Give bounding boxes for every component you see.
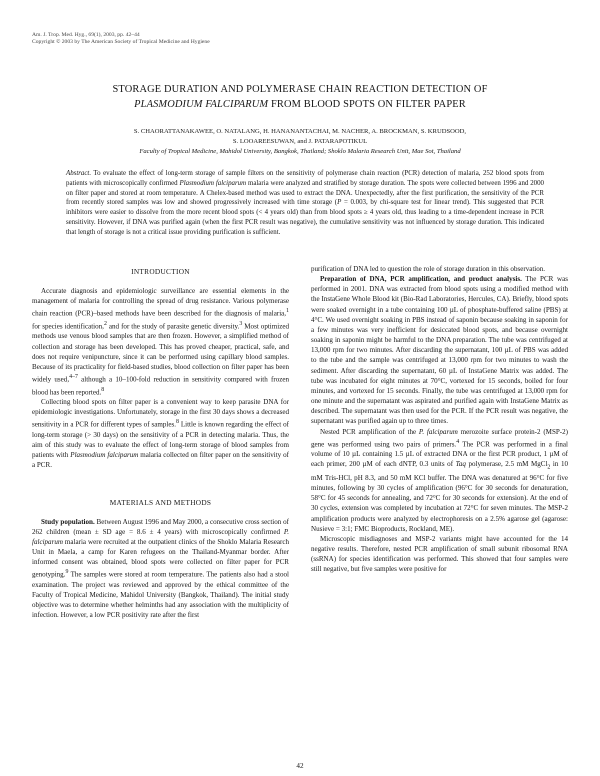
- dna-preparation-label: Preparation of DNA, PCR amplification, and product analysis.: [320, 275, 522, 284]
- author-line-1: S. CHAORATTANAKAWEE, O. NATALANG, H. HANANANTACHAI, M. NACHER, A. BROCKMAN, S. KRUDSOOD,: [133, 128, 467, 135]
- introduction-heading: INTRODUCTION: [131, 267, 190, 276]
- left-column: [32, 264, 289, 621]
- affiliation: Faculty of Tropical Medicine, Mahidol University, Bangkok, Thailand; Shoklo Malaria Research Unit, Mae Sot, Thailand: [139, 148, 461, 155]
- page-number: 42: [296, 762, 304, 770]
- journal-header: [32, 32, 332, 47]
- title-species: PLASMODIUM FALCIPARUM: [134, 98, 269, 110]
- author-block: [30, 127, 570, 157]
- right-column: [311, 264, 568, 574]
- abstract: Abstract. To evaluate the effect of long-term storage of sample filters on the sensitivity of polymerase chain reaction (PCR) detection of malaria, 252 blood spots from patients with microscopically confirmed Plasmodium falciparum malaria were analyzed and stratified by storage duration. The spots were collected between 1996 and 2000 on filter paper and stored at room temperature. A Chelex-based method was used to extract the DNA. Unexpectedly, after the first purification, the sensitivity of the PCR from recently stored samples was low and showed progressively increased with time storage (P = 0.003, by chi-square test for linear trend). This suggested that PCR inhibitors were easier to dissolve from the more recent blood spots (< 4 years old) than from blood spots ≥ 4 years old, thus leading to a time-dependent increase in PCR sensitivity. However, if DNA was purified again (when the first PCR result was negative), the cumulative sensitivity was not influenced by storage duration. This indicated that length of storage is not a critical issue providing purification is sufficient.: [66, 170, 544, 236]
- title-line-2: PLASMODIUM FALCIPARUM FROM BLOOD SPOTS ON FILTER PAPER: [134, 98, 466, 110]
- misdiagnoses-paragraph: Microscopic misdiagnoses and MSP-2 variants might have accounted for the 14 negative results. Therefore, nested PCR amplification of small subunit ribosomal RNA (ssRNA) for species identification was performed. This showed that four samples were still negative, but five samples were positive for: [311, 534, 568, 574]
- intro-paragraph-1: Accurate diagnosis and epidemiologic surveillance are essential elements in the management of malaria for controlling the spread of drug resistance. Various polymerase chain reaction (PCR)–based methods have been described for the diagnosis of malaria,$^1$ for species identification,$^2$ and for the study of parasite genetic diversity.$^3$ Most optimized methods use venous blood samples that are then frozen. However, a simplified method of collection and storage has been developed. This has proved cheaper, practical, safe, and does not require venipuncture, since it can be performed using capillary blood samples. Because of its practicality for field-based studies, blood collection on filter paper has been widely used,$^{4-7}$ although a 10–100-fold reduction in sensitivity compared with frozen blood has been reported.$^8$: [32, 287, 289, 396]
- title-line-1: STORAGE DURATION AND POLYMERASE CHAIN REACTION DETECTION OF: [112, 84, 488, 95]
- abstract-label: Abstract.: [66, 170, 92, 177]
- dna-preparation-paragraph: Preparation of DNA, PCR amplification, and product analysis. The PCR was performed in 2001. DNA was extracted from blood spots using a modified method with the InstaGene Whole Blood kit (Bio-Rad Laboratories, Hercules, CA). Briefly, blood spots were soaked overnight in a tube containing 100 µL of phosphate-buffered saline (PBS) at 4°C. We used overnight soaking in PBS instead of saponin because soaking in saponin for a few minutes was very inefficient for desiccated blood spots, and because overnight soaking in saponin might be harmful to the DNA preparation. The tube was centrifuged at 13,000 rpm for two minutes. After discarding the supernatant, 100 µL of PBS was added to the tube and the sample was centrifuged at 13,000 rpm for two minutes to wash the sediment. After discarding the supernatant, 60 µL of InstaGene Matrix was added. The tube was incubated for eight minutes at 70°C, vortexed for 15 seconds, boiled for four minutes, and vortexed for 15 seconds. Finally, the tube was centrifuged at 13,000 rpm for one minute and the supernatant was aspirated and purified again with InstaGene Matrix as described. The supernatant was then used for the PCR. If the PCR result was negative, the supernatant was purified again up to three times.: [311, 275, 568, 426]
- intro-paragraph-2: Collecting blood spots on filter paper is a convenient way to keep parasite DNA for epidemiologic investigations. Unfortunately, storage in the first 30 days shows a decreased sensitivity in a PCR for different types of samples.$^8$ Little is known regarding the effect of long-term storage (> 30 days) on the sensitivity of a PCR in detecting malaria. Thus, the aim of this study was to evaluate the effect of long-term storage of blood samples from patients with Plasmodium falciparum malaria collected on filter paper on the sensitivity of a PCR.: [32, 398, 289, 470]
- methods-heading: MATERIALS AND METHODS: [109, 497, 212, 507]
- methods-paragraph-1: Study population. Between August 1996 and May 2000, a consecutive cross section of 262 children (mean ± SD age = 8.6 ± 4 years) with microscopically confirmed P. falciparum malaria were recruited at the outpatient clinics of the Shoklo Malaria Research Unit in Maela, a camp for Karen refugees on the Thailand-Myanmar border. After informed consent was obtained, blood spots were collected on filter paper for PCR genotyping.$^9$ The samples were stored at room temperature. The patients also had a stool examination. The project was reviewed and approved by the ethical committee of the Faculty of Tropical Medicine, Mahidol University (Bangkok, Thailand). The initial study objective was to determine whether helminths had any association with the multiplicity of infection. However, a low PCR positivity rate after the first: [32, 517, 289, 620]
- article-title: [40, 83, 560, 112]
- author-line-2: S. LOOAREESUWAN, and J. PATARAPOTIKUL: [232, 138, 368, 145]
- journal-citation: Am. J. Trop. Med. Hyg., 69(1), 2003, pp. 42–44: [32, 32, 140, 38]
- nested-pcr-paragraph: Nested PCR amplification of the P. falciparum merozoite surface protein-2 (MSP-2) gene was performed using two pairs of primers.$^4$ The PCR was performed in a final volume of 10 µL containing 1.5 µL of extracted DNA or the first PCR product, 1 µM of each primer, 200 µM of each dNTP, 0.3 units of Taq polymerase, 2.5 mM MgCl$_2$ in 10 mM Tris-HCl, pH 8.3, and 50 mM KCl buffer. The DNA was denatured at 96°C for five minutes, following by 30 cycles of amplification (96°C for 30 seconds for denaturation, 58°C for 45 seconds for annealing, and 72°C for 30 seconds for extension). At the end of 30 cycles, extension was completed by incubation at 72°C for seven minutes. The MSP-2 amplification products were analyzed by electrophoresis on a 2.5% agarose gel (agarose: Nusieve = 3:1; FMC Bioproducts, Rockland, ME).: [311, 427, 569, 533]
- methods-paragraph-continued: purification of DNA led to question the role of storage duration in this observation.: [311, 265, 546, 273]
- copyright-line: Copyright © 2003 by The American Society of Tropical Medicine and Hygiene: [32, 39, 210, 46]
- study-population-label: Study population.: [41, 517, 95, 526]
